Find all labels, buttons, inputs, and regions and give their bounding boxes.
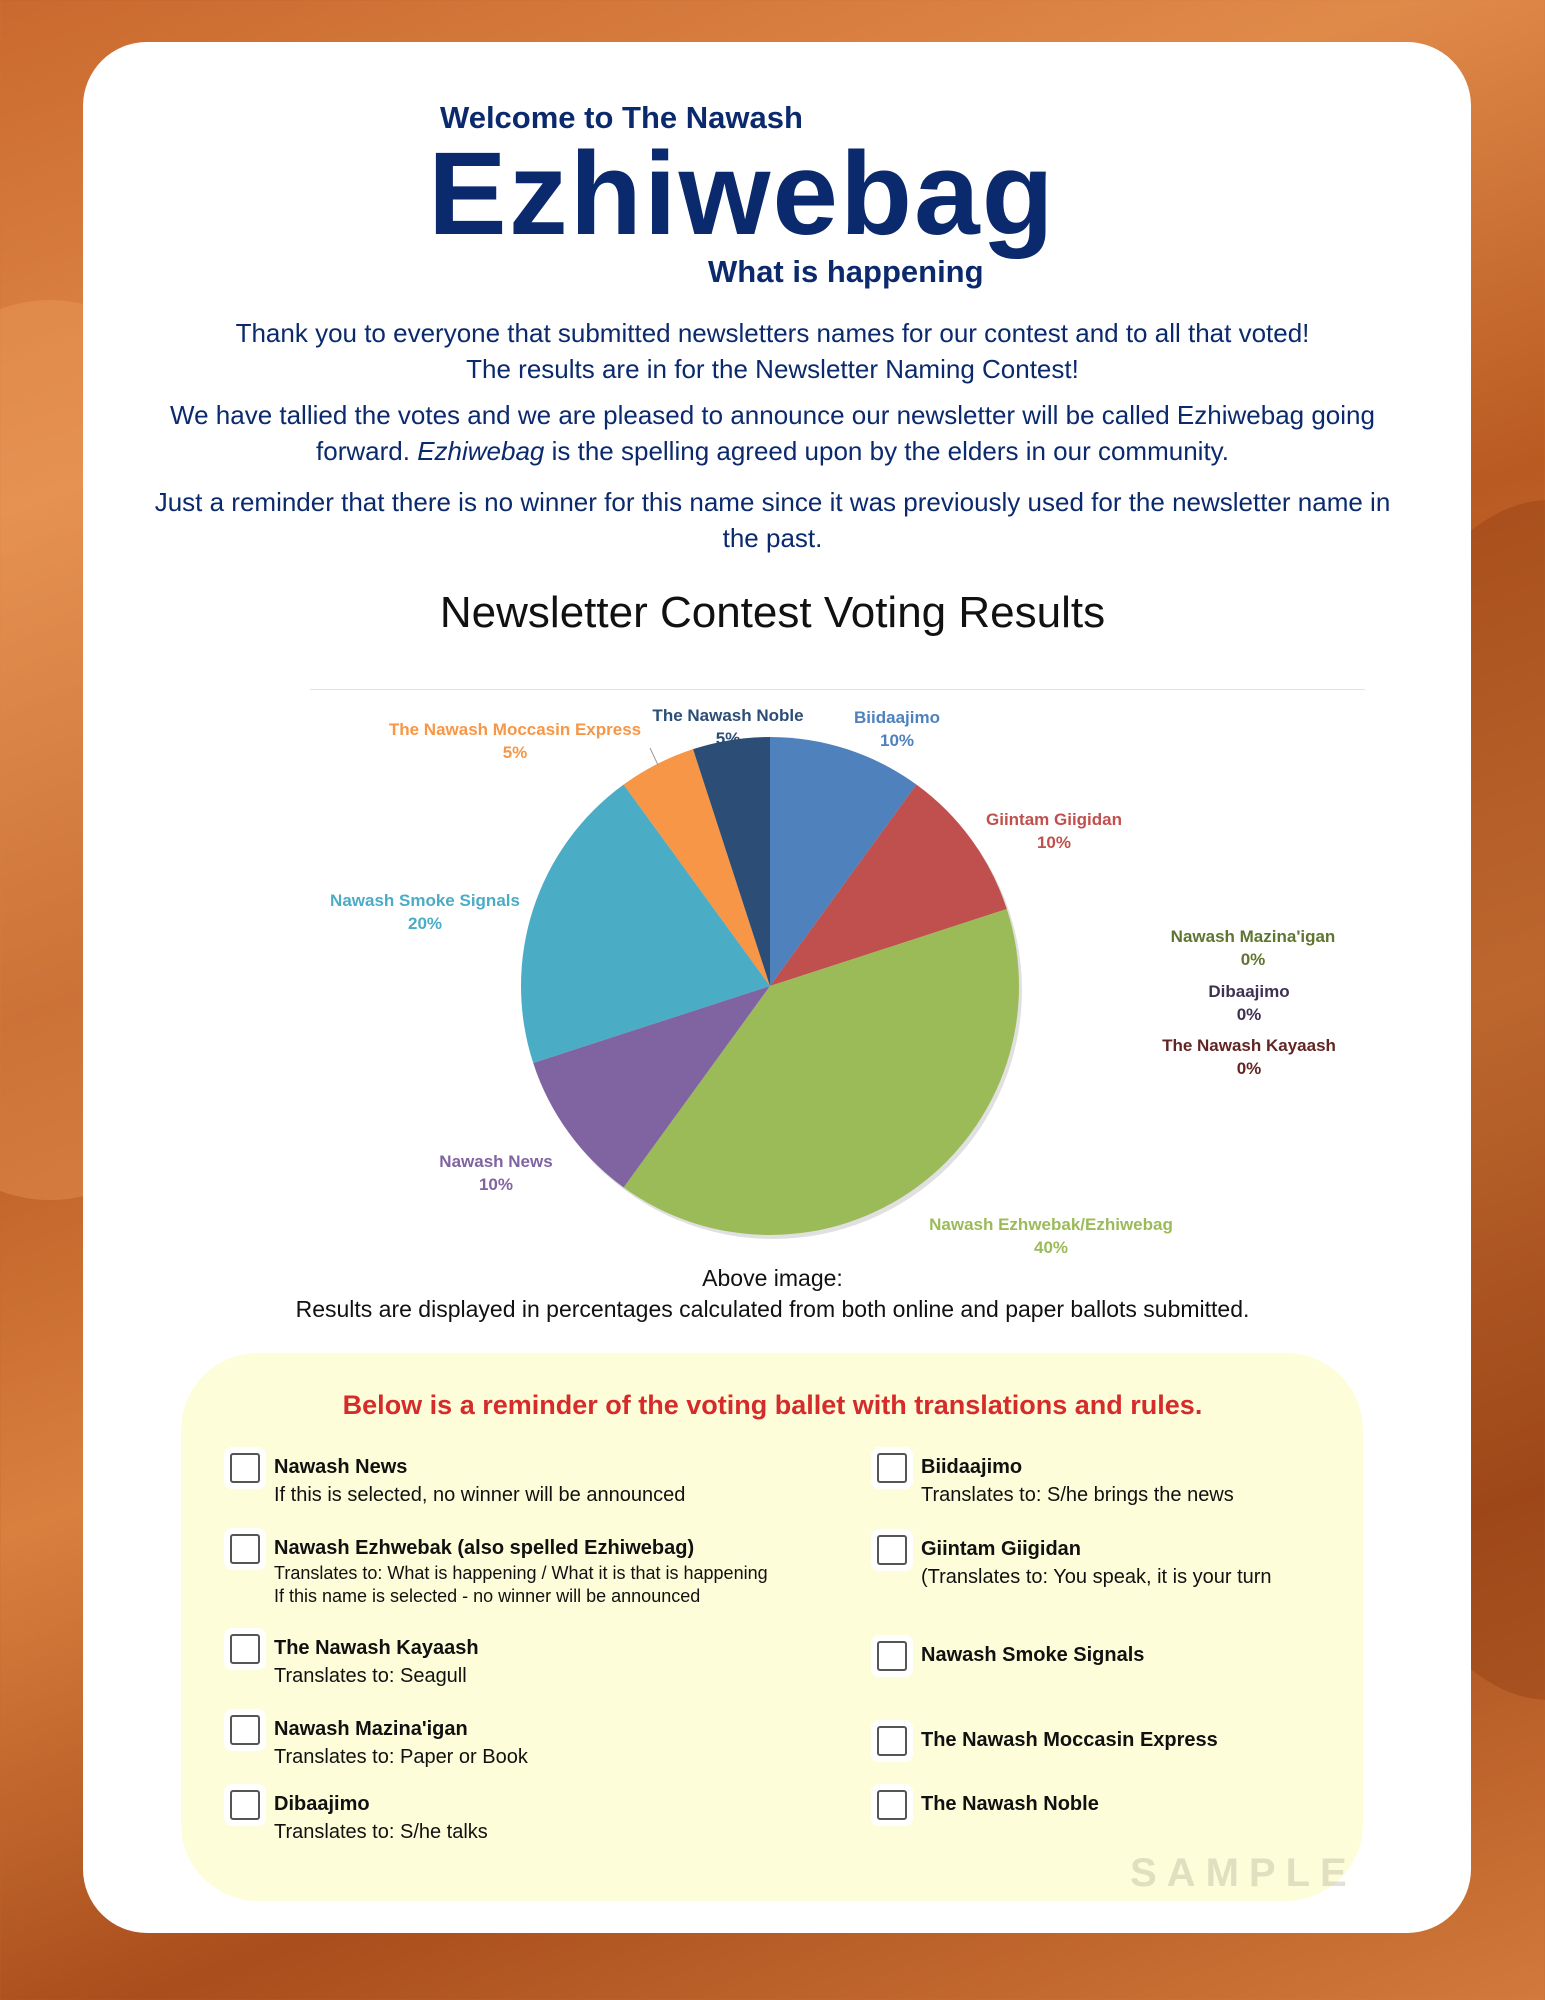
newsletter-name: Ezhiwebag [428,128,1056,260]
option-title: Dibaajimo [274,1793,370,1815]
pie-label-value: 0% [1236,1059,1262,1078]
pie-label-name: The Nawash Kayaash [1162,1036,1336,1055]
announcement-text-end: is the spelling agreed upon by the elders in our community. [544,436,1229,466]
caption-line-1: Above image: [702,1265,843,1291]
option-title: Giintam Giigidan [921,1538,1082,1560]
option-title: Biidaajimo [921,1456,1023,1478]
tagline: What is happening [708,254,984,289]
pie-label-value: 20% [407,914,443,933]
pie-label [1208,980,1289,1026]
option-title: The Nawash Moccasin Express [921,1729,1218,1751]
chart-title: Newsletter Contest Voting Results [439,588,1106,637]
ballot-checkbox[interactable] [230,1634,260,1664]
intro-reminder: Just a reminder that there is no winner for this name since it was previously used for the newsletter name in the past. [154,487,1391,553]
pie-label [652,704,803,750]
pie-label [1171,925,1336,971]
caption-line-2: Results are displayed in percentages calculated from both online and paper ballots submitted. [295,1296,1250,1322]
option-description: Translates to: Seagull [274,1665,467,1687]
intro-line-2: The results are in for the Newsletter Naming Contest! [466,354,1079,384]
option-title: The Nawash Kayaash [274,1637,479,1659]
ballot-checkbox[interactable] [230,1453,260,1483]
ballot-checkbox[interactable] [877,1453,907,1483]
option-title: Nawash News [274,1456,408,1478]
pie-label-name: The Nawash Moccasin Express [388,720,642,739]
pie-label-value: 0% [1240,950,1266,969]
pie-label [389,718,641,764]
ballot-option [921,1535,1272,1591]
ballot-option [274,1534,768,1608]
ballot-checkbox[interactable] [877,1726,907,1756]
pie-label-value: 0% [1236,1005,1262,1024]
ballot-option [921,1726,1218,1754]
ballot-option [274,1453,685,1509]
pie-label-name: Dibaajimo [1208,982,1290,1001]
pie-label [929,1213,1173,1259]
pie-label-name: Nawash Smoke Signals [330,891,520,910]
option-title: Nawash Mazina'igan [274,1718,468,1740]
pie-label-value: 5% [502,743,528,762]
ballot-option [921,1641,1144,1669]
ballot-checkbox[interactable] [230,1715,260,1745]
ballot-option [921,1453,1234,1509]
ballot-checkbox[interactable] [877,1790,907,1820]
ballot-option [274,1715,528,1771]
pie-label-value: 40% [1033,1238,1069,1257]
sample-watermark: SAMPLE [1130,1851,1357,1895]
option-description: If this name is selected - no winner will be announced [274,1586,701,1606]
ballot-checkbox[interactable] [230,1790,260,1820]
ballot-heading: Below is a reminder of the voting ballet with translations and rules. [342,1390,1203,1420]
ballot-option [274,1634,479,1690]
option-description: Translates to: S/he brings the news [921,1484,1234,1506]
option-description: Translates to: What is happening / What it is that is happening [274,1563,768,1583]
option-title: The Nawash Noble [921,1793,1099,1815]
pie-label-name: Nawash News [439,1152,553,1171]
option-title: Nawash Ezhwebak (also spelled Ezhiwebag) [274,1537,695,1559]
pie-label-value: 5% [715,729,741,748]
pie-label-name: Nawash Mazina'igan [1170,927,1336,946]
pie-label [1162,1034,1336,1080]
option-title: Nawash Smoke Signals [921,1644,1145,1666]
option-description: (Translates to: You speak, it is your turn [921,1566,1272,1588]
pie-label-value: 10% [478,1175,514,1194]
intro-line-1: Thank you to everyone that submitted newsletters names for our contest and to all that voted! [235,318,1310,348]
ballot-checkbox[interactable] [877,1535,907,1565]
pie-label-value: 10% [1036,833,1072,852]
option-description: If this is selected, no winner will be announced [274,1484,686,1506]
pie-label [986,808,1122,854]
ballot-option [274,1790,488,1846]
announcement-text: We have tallied the votes and we are pleased to announce our newsletter will be called Ezhiwebag going forward. [170,400,1375,466]
ballot-checkbox[interactable] [877,1641,907,1671]
option-description: Translates to: S/he talks [274,1821,488,1843]
pie-label-name: The Nawash Noble [652,706,804,725]
pie-label-name: Biidaajimo [854,708,940,727]
chart-caption [0,1263,1545,1325]
welcome-text: Welcome to The Nawash [440,100,803,135]
pie-label [854,706,940,752]
option-description: Translates to: Paper or Book [274,1746,528,1768]
pie-label [439,1150,552,1196]
leader-line [650,748,658,765]
pie-label [330,889,520,935]
pie-label-name: Nawash Ezhwebak/Ezhiwebag [929,1215,1173,1234]
ballot-option [921,1790,1099,1818]
pie-label-name: Giintam Giigidan [985,810,1123,829]
ballot-checkbox[interactable] [230,1534,260,1564]
pie-label-value: 10% [879,731,915,750]
announcement-name-italic: Ezhiwebag [417,436,545,466]
